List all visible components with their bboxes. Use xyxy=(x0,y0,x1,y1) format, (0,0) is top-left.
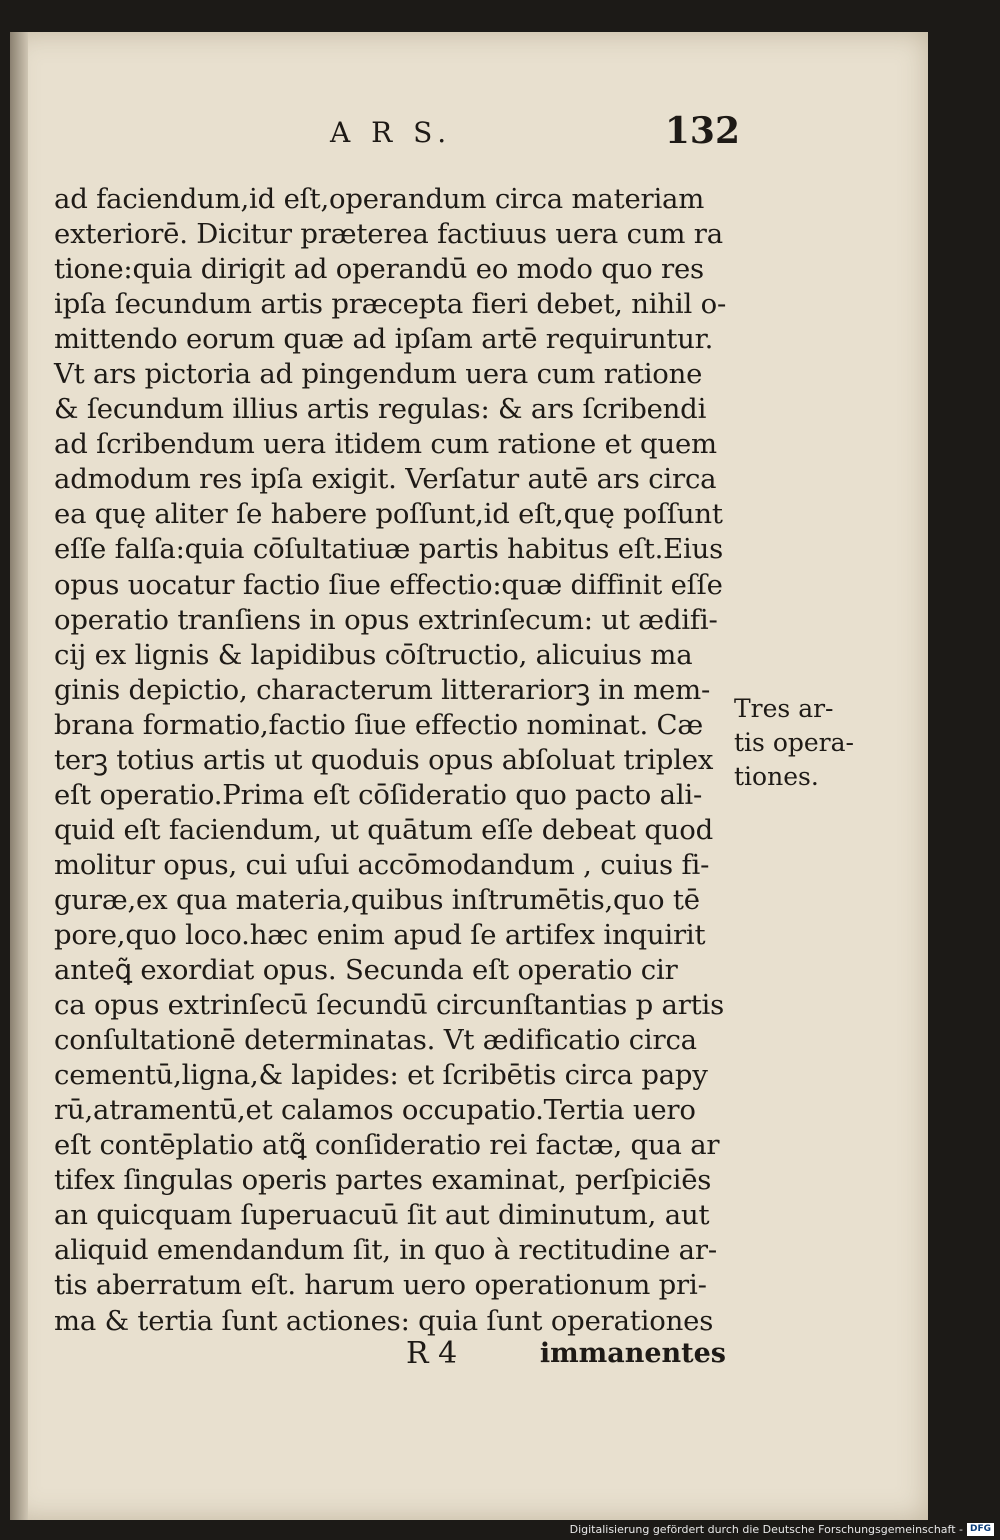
text-line: terꝫ totius artis ut quoduis opus abſoluat triplex xyxy=(54,743,714,776)
text-line: exteriorē. Dicitur præterea factiuus uera cum ra xyxy=(54,218,723,251)
signature-mark: R 4 xyxy=(406,1336,458,1371)
dfg-logo: DFG xyxy=(967,1523,994,1536)
catchword: immanentes xyxy=(539,1338,726,1369)
marginal-note xyxy=(734,692,864,794)
marginal-note-line: tiones. xyxy=(734,762,819,791)
text-line: conſultationē determinatas. Vt ædificatio circa xyxy=(54,1024,697,1057)
text-line: ad faciendum,id eſt,operandum circa materiam xyxy=(54,183,705,215)
text-line: mittendo eorum quæ ad ipſam artē requiruntur. xyxy=(54,323,714,356)
text-line: ad ſcribendum uera itidem cum ratione et quem xyxy=(54,428,717,461)
credit-text: Digitalisierung gefördert durch die Deutsche Forschungsgemeinschaft - xyxy=(569,1523,963,1536)
text-line: admodum res ipſa exigit. Verſatur autē ars circa xyxy=(54,463,717,496)
text-line: anteꝗ̃ exordiat opus. Secunda eſt operatio cir xyxy=(54,954,678,987)
running-head-title: A R S. xyxy=(330,116,453,149)
text-line: operatio tranſiens in opus extrinſecum: ut ædifi- xyxy=(54,603,718,636)
text-line: tione:quia dirigit ad operandū eo modo quo res xyxy=(54,253,704,286)
digitization-credit xyxy=(570,1523,994,1536)
text-line: Vt ars pictoria ad pingendum uera cum ratione xyxy=(54,358,703,391)
text-line: cementū,ligna,& lapides: et ſcribētis circa papy xyxy=(54,1059,708,1092)
text-line: ma & tertia ſunt actiones: quia ſunt operationes xyxy=(54,1304,714,1337)
text-line: cij ex lignis & lapidibus cōſtructio, alicuius ma xyxy=(54,638,693,671)
text-line: eſt operatio.Prima eſt cōſideratio quo pacto ali- xyxy=(54,778,703,811)
text-line: ca opus extrinſecū ſecundū circunſtantias p artis xyxy=(54,989,725,1022)
text-line: rū,atramentū,et calamos occupatio.Tertia uero xyxy=(54,1094,696,1127)
page-gutter-shadow xyxy=(10,32,28,1520)
text-line: ipſa ſecundum artis præcepta fieri debet, nihil o- xyxy=(54,288,727,321)
text-line: ginis depictio, characterum litterariorꝫ in mem- xyxy=(54,673,711,706)
text-line: molitur opus, cui uſui accōmodandum , cuius fi- xyxy=(54,848,710,881)
text-line: tifex ſingulas operis partes examinat, perſpiciēs xyxy=(54,1164,712,1197)
running-head xyxy=(300,110,740,154)
text-line: aliquid emendandum ſit, in quo à rectitudine ar- xyxy=(54,1234,717,1267)
main-text-block xyxy=(54,182,734,1339)
text-line: ea quę aliter ſe habere poſſunt,id eſt,quę poſſunt xyxy=(54,498,723,531)
marginal-note-line: tis opera- xyxy=(734,728,854,757)
text-line: opus uocatur factio ſiue effectio:quæ diffinit eſſe xyxy=(54,568,723,601)
text-line: eſt contēplatio atꝗ̃ conſideratio rei factæ, qua ar xyxy=(54,1129,720,1162)
folio-number: 132 xyxy=(664,110,740,152)
text-line: an quicquam ſuperuacuū ſit aut diminutum, aut xyxy=(54,1199,710,1232)
text-line: eſſe falſa:quia cōſultatiuæ partis habitus eſt.Eius xyxy=(54,533,724,566)
text-line: brana formatio,factio ſiue effectio nominat. Cæ xyxy=(54,708,704,741)
book-page xyxy=(10,32,928,1520)
text-line: tis aberratum eſt. harum uero operationum pri- xyxy=(54,1269,707,1302)
text-line: & ſecundum illius artis regulas: & ars ſcribendi xyxy=(54,393,707,426)
text-line: quid eſt faciendum, ut quātum eſſe debeat quod xyxy=(54,813,713,846)
text-line: pore,quo loco.hæc enim apud ſe artifex inquirit xyxy=(54,918,706,951)
text-line: guræ,ex qua materia,quibus inſtrumētis,quo tē xyxy=(54,883,700,916)
marginal-note-line: Tres ar- xyxy=(734,694,834,723)
page-footer xyxy=(54,1336,734,1376)
